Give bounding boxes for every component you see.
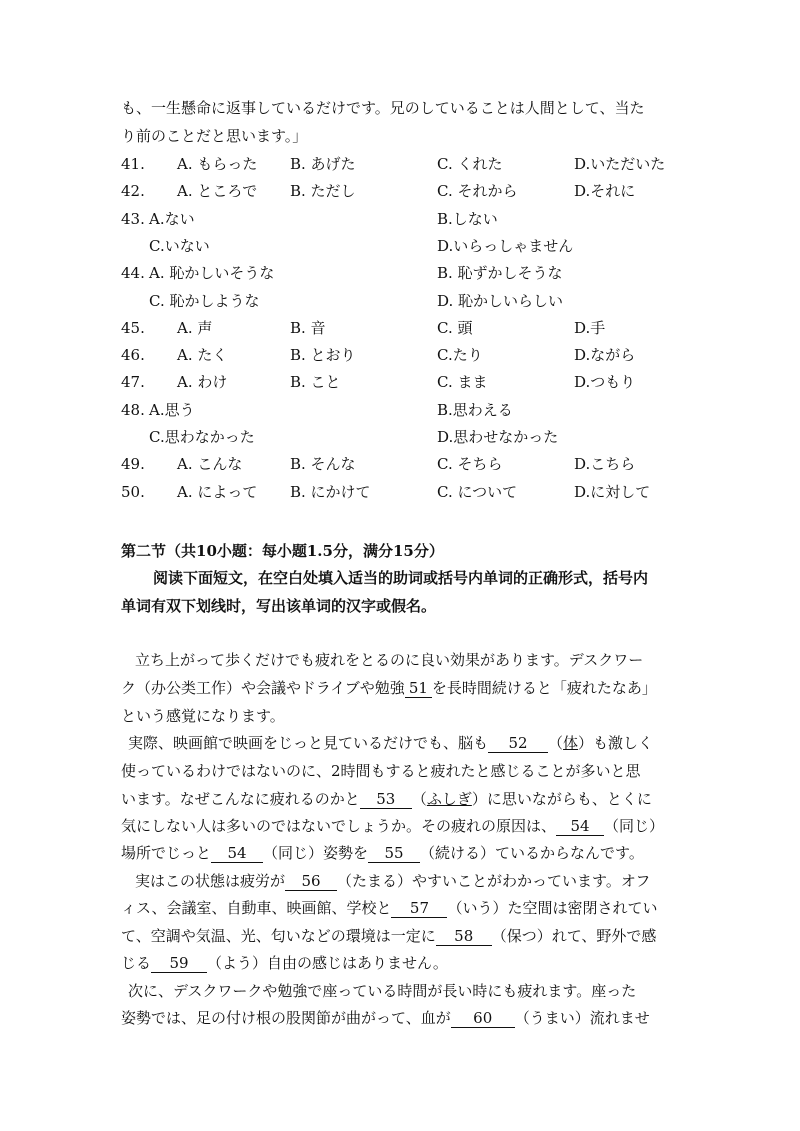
- blank-54b[interactable]: 54: [211, 844, 263, 863]
- blank-56[interactable]: 56: [285, 872, 337, 891]
- blank-52[interactable]: 52: [488, 734, 548, 753]
- blank-60[interactable]: 60: [451, 1009, 515, 1028]
- answer-choice[interactable]: D.それに: [574, 182, 636, 200]
- passage-line: という感覚になります。: [121, 707, 285, 725]
- answer-choice[interactable]: D.手: [574, 319, 606, 337]
- passage-line: 気にしない人は多いのではないでしょうか。その疲れの原因は、 54 （同じ）: [121, 817, 665, 835]
- answer-choice[interactable]: D.ながら: [574, 346, 636, 364]
- instructions: 阅读下面短文，在空白处填入适当的助词或括号内单词的正确形式，括号内: [153, 569, 649, 587]
- answer-choice[interactable]: B. にかけて: [290, 483, 371, 501]
- question-number: 41.: [121, 155, 145, 173]
- question-number: 50.: [121, 483, 145, 501]
- blank-53[interactable]: 53: [360, 790, 412, 809]
- passage-line: て、空調や気温、光、匂いなどの環境は一定に 58 （保つ）れて、野外で感: [121, 927, 657, 945]
- section-title: 第二节（共10小题：每小题1.5分，满分15分）: [121, 542, 444, 560]
- answer-choice[interactable]: B.しない: [437, 210, 498, 228]
- passage-line: 姿勢では、足の付け根の股関節が曲がって、血が 60 （うまい）流れませ: [121, 1009, 650, 1027]
- answer-choice[interactable]: B.思わえる: [437, 401, 513, 419]
- dialogue-line: り前のことだと思います。」: [121, 127, 308, 145]
- passage-line: 次に、デスクワークや勉強で座っている時間が長い時にも疲れます。座った: [128, 982, 637, 1000]
- answer-choice[interactable]: D.いただいた: [574, 155, 666, 173]
- question-number: 44.: [121, 264, 145, 282]
- answer-choice[interactable]: D.つもり: [574, 373, 636, 391]
- answer-choice[interactable]: D. 恥かしいらしい: [437, 292, 564, 310]
- answer-choice[interactable]: B. そんな: [290, 455, 356, 473]
- passage-line: ィス、会議室、自動車、映画館、学校と 57 （いう）た空間は密閉されてい: [121, 899, 658, 917]
- answer-choice[interactable]: A. ところで: [177, 182, 258, 200]
- blank-58[interactable]: 58: [436, 927, 492, 946]
- question-number: 49.: [121, 455, 145, 473]
- answer-choice[interactable]: A. 恥かしいそうな: [149, 264, 275, 282]
- passage-line: 場所でじっと 54 （同じ）姿勢を 55 （続ける）ているからなんです。: [121, 844, 644, 862]
- blank-51[interactable]: 51: [405, 679, 432, 698]
- instructions: 单词有双下划线时，写出该单词的汉字或假名。: [121, 597, 437, 615]
- answer-choice[interactable]: C.思わなかった: [149, 428, 255, 446]
- question-number: 45.: [121, 319, 145, 337]
- answer-choice[interactable]: B. 音: [290, 319, 326, 337]
- answer-choice[interactable]: C. 頭: [437, 319, 473, 337]
- passage-line: 実際、映画館で映画をじっと見ているだけでも、脳も 52 （体）も激しく: [128, 734, 654, 752]
- answer-choice[interactable]: A.思う: [149, 401, 195, 419]
- answer-choice[interactable]: A. たく: [177, 346, 228, 364]
- answer-choice[interactable]: A. 声: [177, 319, 213, 337]
- answer-choice[interactable]: B. ただし: [290, 182, 356, 200]
- answer-choice[interactable]: C. まま: [437, 373, 488, 391]
- question-number: 46.: [121, 346, 145, 364]
- passage-line: ク（办公类工作）や会議やドライブや勉強 51 を長時間続けると「疲れたなあ」: [121, 679, 657, 697]
- answer-choice[interactable]: C. くれた: [437, 155, 503, 173]
- question-number: 48.: [121, 401, 145, 419]
- answer-choice[interactable]: C.たり: [437, 346, 483, 364]
- answer-choice[interactable]: B. こと: [290, 373, 341, 391]
- answer-choice[interactable]: B. 恥ずかしそうな: [437, 264, 563, 282]
- answer-choice[interactable]: C. それから: [437, 182, 518, 200]
- passage-line: じる 59 （よう）自由の感じはありません。: [121, 954, 448, 972]
- dialogue-line: も、一生懸命に返事しているだけです。兄のしていることは人間として、当た: [121, 99, 645, 117]
- answer-choice[interactable]: D.思わせなかった: [437, 428, 559, 446]
- passage-line: 実はこの状態は疲労が 56 （たまる）やすいことがわかっています。オフ: [135, 872, 651, 890]
- answer-choice[interactable]: C. 恥かしような: [149, 292, 260, 310]
- answer-choice[interactable]: C.いない: [149, 237, 210, 255]
- question-number: 47.: [121, 373, 145, 391]
- blank-55[interactable]: 55: [368, 844, 420, 863]
- answer-choice[interactable]: B. とおり: [290, 346, 356, 364]
- blank-54a[interactable]: 54: [556, 817, 604, 836]
- answer-choice[interactable]: C. そちら: [437, 455, 503, 473]
- answer-choice[interactable]: A. こんな: [177, 455, 243, 473]
- answer-choice[interactable]: A. によって: [177, 483, 258, 501]
- question-number: 42.: [121, 182, 145, 200]
- answer-choice[interactable]: A. もらった: [177, 155, 258, 173]
- answer-choice[interactable]: A.ない: [149, 210, 195, 228]
- question-number: 43.: [121, 210, 145, 228]
- answer-choice[interactable]: D.こちら: [574, 455, 636, 473]
- answer-choice[interactable]: C. について: [437, 483, 518, 501]
- answer-choice[interactable]: B. あげた: [290, 155, 356, 173]
- blank-59[interactable]: 59: [151, 954, 207, 973]
- answer-choice[interactable]: D.に対して: [574, 483, 651, 501]
- answer-choice[interactable]: A. わけ: [177, 373, 228, 391]
- passage-line: 立ち上がって歩くだけでも疲れをとるのに良い効果があります。デスクワー: [135, 651, 644, 669]
- blank-57[interactable]: 57: [391, 899, 447, 918]
- passage-line: 使っているわけではないのに、2時間もすると疲れたと感じることが多いと思: [121, 762, 641, 780]
- answer-choice[interactable]: D.いらっしゃません: [437, 237, 574, 255]
- passage-line: います。なぜこんなに疲れるのかと 53 （ふしぎ）に思いながらも、とくに: [121, 790, 652, 808]
